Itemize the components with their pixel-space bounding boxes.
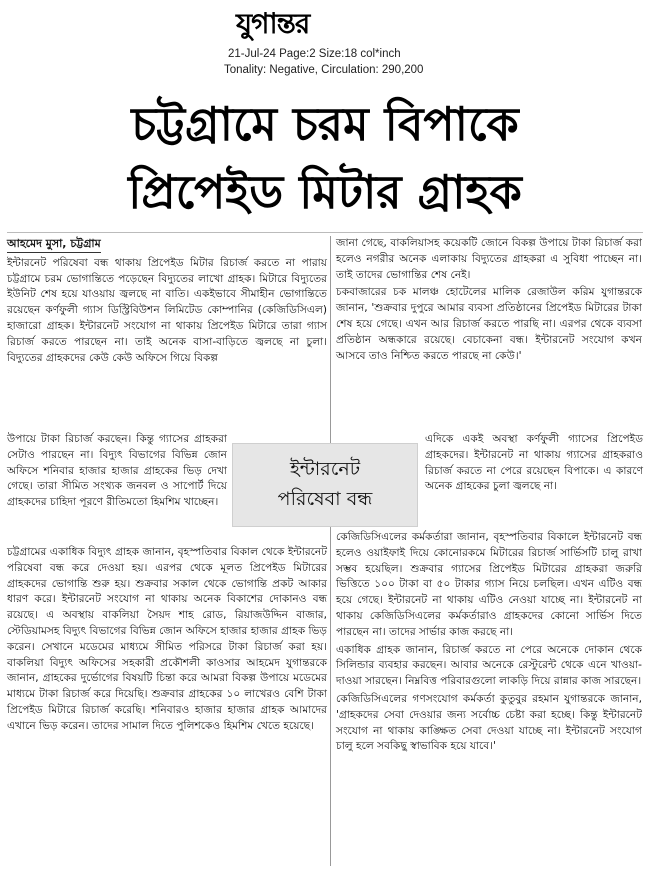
headline-rule <box>7 232 643 233</box>
paragraph: চকবাজারের চক মালঞ্চ হোটেলের মালিক রেজাউল করিম যুগান্তরকে জানান, 'শুক্রবার দুপুরে আমার ব্যবসা প্রতিষ্ঠানের প্রিপেইড মিটারের টাকা শেষ হয়ে গেছে। এখন আর রিচার্জ করতে পারছি না। এরপর থেকে ব্যবসা প্রতিষ্ঠান অন্ধকারে রয়েছে। বেচাকেনা বন্ধ। ইন্টারনেট সংযোগ কখন আসবে তাও নিশ্চিত করতে পারছে না কেউ।' <box>336 286 642 362</box>
article-column-right-bottom <box>336 530 642 757</box>
paragraph: জানা গেছে, বাকলিয়াসহ কয়েকটি জোনে বিকল্প উপায়ে টাকা রিচার্জ করা হলেও নগরীর অনেক এলাকায় বিদ্যুতের গ্রাহকরা এ সুবিধা পাচ্ছেন না। তাই তাদের ভোগান্তির শেষ নেই। <box>336 237 642 281</box>
paragraph: এদিকে একই অবস্থা কর্ণফুলী গ্যাসের প্রিপেইড গ্রাহকদের। ইন্টারনেট না থাকায় গ্যাসের গ্রাহকরাও রিচার্জ করতে না পেরে রয়েছেন বিপাকে। এ কারণে অনেক গ্রাহকের চুলা জ্বলছে না। <box>425 433 643 493</box>
article-column-left-top <box>7 236 327 368</box>
paragraph: কেজিডিসিএলের কর্মকর্তারা জানান, বৃহস্পতিবার বিকালে ইন্টারনেট বন্ধ হলেও ওয়াইফাই দিয়ে কোনোরকমে মিটারের রিচার্জ সার্ভিসটি চালু রাখা সম্ভব হয়েছিল। শুক্রবার গ্যাসের প্রিপেইড মিটারের গ্রাহকরা জরুরি ভিত্তিতে ১০০ টাকা বা ৫০ টাকার গ্যাস নিয়ে চলছিল। এখন এটিও বন্ধ হয়ে গেছে। ইন্টারনেট না থাকায় এটিও নেওয়া যাচ্ছে না। ইন্টারনেট না থাকায় কেজিডিসিএলের কর্মকর্তারাও গ্রাহকদের কোনো সার্ভিস দিতে পারছেন না। তাদের সার্ভার কাজ করছে না। <box>336 531 642 638</box>
paragraph: একাধিক গ্রাহক জানান, রিচার্জ করতে না পেরে অনেকে দোকান থেকে সিলিন্ডার ব্যবহার করছেন। আবার অনেকে রেস্টুরেন্ট থেকে এনে খাওয়া-দাওয়া সারছেন। নিম্নবিত্ত পরিবারগুলো লাকড়ি দিয়ে রান্নার কাজ সারছেন। <box>336 643 642 688</box>
newspaper-logo: যুগান্তর <box>236 7 310 40</box>
masthead <box>0 0 650 80</box>
headline-line1: চট্টগ্রামে চরম বিপাকে <box>131 97 519 151</box>
clipping-meta-date: 21-Jul-24 Page:2 Size:18 col*inch <box>228 48 401 60</box>
pull-quote-line2: পরিষেবা বন্ধ <box>277 488 373 510</box>
article-column-left-wrap <box>7 432 227 511</box>
article-column-right-wrap <box>425 432 643 495</box>
pull-quote-box <box>232 443 418 527</box>
headline-line2: প্রিপেইড মিটার গ্রাহক <box>128 165 522 219</box>
paragraph: উপায়ে টাকা রিচার্জ করছেন। কিন্তু গ্যাসের গ্রাহকরা সেটাও পারছেন না। বিদ্যুৎ বিভাগের বিভিন্ন জোন অফিসে শনিবার হাজার হাজার গ্রাহকের ভিড় দেখা গেছে। তারা সীমিত সংখ্যক জনবল ও সাপোর্ট দিয়ে গ্রাহকদের চাহিদা পূরণে রীতিমতো হিমশিম খাচ্ছেন। <box>7 433 227 509</box>
paragraph: ইন্টারনেট পরিষেবা বন্ধ থাকায় প্রিপেইড মিটার রিচার্জ করতে না পারায় চট্টগ্রামে চরম ভোগান্তিতে পড়েছেন বিদ্যুতের লাখো গ্রাহক। মিটারে বিদ্যুতের ইউনিট শেষ হয়ে যাওয়ায় জ্বলছে না বাতি। একইভাবে সীমাহীন ভোগান্তিতে রয়েছেন কর্ণফুলী গ্যাস ডিস্ট্রিবিউশন লিমিটেড কোম্পানির (কেজিডিসিএল) হাজারো গ্রাহক। ইন্টারনেট সংযোগ না থাকায় প্রিপেইড মিটারে তারা গ্যাস রিচার্জ করতে পারছেন না। তাই অনেক বাসা-বাড়িতে জ্বলছে না চুলা। বিদ্যুতের গ্রাহকদের কেউ কেউ অফিসে গিয়ে বিকল্প <box>7 256 327 364</box>
clipping-meta-tonality: Tonality: Negative, Circulation: 290,200 <box>224 64 424 76</box>
paragraph: চট্টগ্রামের একাধিক বিদ্যুৎ গ্রাহক জানান, বৃহস্পতিবার বিকাল থেকে ইন্টারনেট পরিষেবা বন্ধ করে দেওয়া হয়। এরপর থেকে মূলত প্রিপেইড মিটারের গ্রাহকদের ভোগান্তি শুরু হয়। শুক্রবার সকাল থেকে ভোগান্তি প্রকট আকার ধারণ করে। ইন্টারনেট সংযোগ না থাকায় অনেক বিকাশের দোকানও বন্ধ রয়েছে। এ অবস্থায় বাকলিয়া সৈয়দ শাহ রোড, রিয়াজউদ্দিন বাজার, স্টেডিয়ামসহ বিদ্যুৎ বিভাগের বিভিন্ন জোন অফিসে হাজার হাজার গ্রাহক ভিড় করেন। সেখানে মডেমের মাধ্যমে সীমিত পরিসরে টাকা রিচার্জ করা হয়। বাকলিয়া বিদ্যুৎ অফিসের সহকারী প্রকৌশলী কাওসার আহমেদ যুগান্তরকে জানান, গ্রাহকের দুর্ভোগের বিষয়টি চিন্তা করে আমরা বিকল্প উপায়ে মডেমের মাধ্যমে টাকা রিচার্জ করে দিয়েছি। শুক্রবার গ্রাহকের ১০ লাখেরও বেশি টাকা প্রিপেইড মিটারে রিচার্জ করেছি। শনিবারও হাজার হাজার গ্রাহক আমাদের এখানে ভিড় করেন। তাদের সামাল দিতে পুলিশকেও হিমশিম খেতে হয়েছে। <box>7 546 327 732</box>
article-column-right-top <box>336 236 642 366</box>
byline: আহমেদ মুসা, চট্টগ্রাম <box>7 236 101 253</box>
column-divider <box>330 236 331 866</box>
pull-quote-line1: ইন্টারনেট <box>289 458 361 480</box>
paragraph: কেজিডিসিএলের গণসংযোগ কর্মকর্তা কুতুবুর রহমান যুগান্তরকে জানান, 'গ্রাহকদের সেবা দেওয়ার জন্য সর্বোচ্চ চেষ্টা করা হচ্ছে। কিন্তু ইন্টারনেট সংযোগ না থাকায় কাঙ্ক্ষিত সেবা দেওয়া যাচ্ছে না। ইন্টারনেট সংযোগ চালু হলে সবকিছু স্বাভাবিক হয়ে যাবে।' <box>336 692 642 753</box>
article-column-left-bottom <box>7 545 327 737</box>
